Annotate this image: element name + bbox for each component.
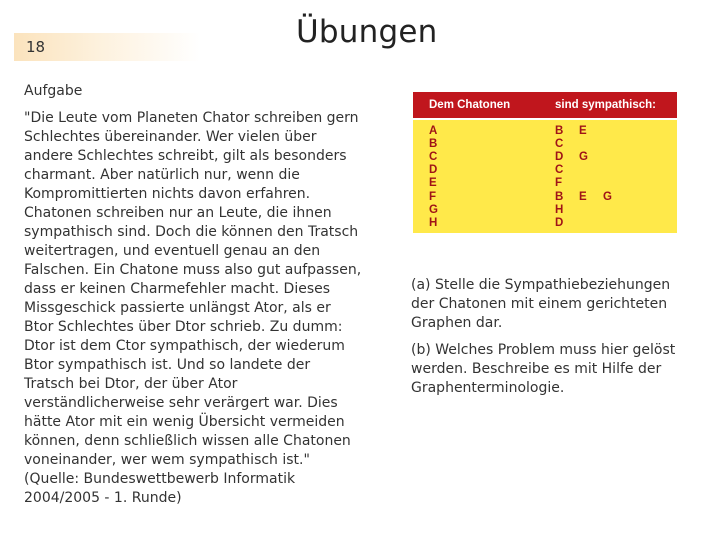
page-title: Übungen — [296, 14, 438, 50]
table-row — [413, 190, 677, 203]
sympathetic-entry: D — [555, 150, 564, 163]
table-row — [413, 124, 677, 137]
sympathetic-entry: C — [555, 164, 564, 177]
chatone-cell: G — [429, 203, 438, 216]
question-a: (a) Stelle die Sympathiebeziehungen der Chatonen mit einem gerichteten Graphen dar. — [411, 277, 671, 331]
sympathetic-cell — [555, 125, 677, 137]
sympathetic-entry: C — [555, 137, 564, 150]
table-body — [413, 120, 677, 233]
header-right: sind sympathisch: — [555, 99, 656, 111]
task-body: "Die Leute vom Planeten Chator schreiben gern Schlechtes übereinander. Wer vielen über andere Schlechtes schreibt, gilt als besonders charmant. Aber natürlich nur, wenn die Kompromittierten nichts davon erfahren. Chatonen schreiben nur an Leute, die ihnen sympathisch sind. Doch die können den Tratsch weitertragen, und eventuell genau an den Falschen. Ein Chatone muss also gut aufpassen, dass er keinen Charmefehler macht. Dieses Missgeschick passierte unlängst Ator, als er Btor Schlechtes über Dtor schrieb. Zu dumm: Dtor ist dem Ctor sympathisch, der wiederum Btor sympathisch ist. Und so landete der Tratsch bei Dtor, der über Ator verständlicherweise sehr verärgert war. Dies hätte Ator mit ein wenig Übersicht vermeiden können, denn schließlich wissen alle Chatonen voneinander, wer wem sympathisch ist." (Quelle: Bundeswettbewerb Informatik 2004/2005 - 1. Runde) — [24, 110, 362, 506]
sympathetic-entry: B — [555, 124, 564, 137]
chatone-cell: H — [429, 216, 438, 229]
sympathetic-entry: E — [579, 124, 587, 137]
chatone-cell: C — [429, 150, 438, 163]
sympathetic-entry: F — [555, 177, 563, 190]
sympathetic-entry: G — [603, 190, 612, 203]
table-row — [413, 150, 677, 163]
sympathetic-entry: H — [555, 203, 564, 216]
sympathetic-entry: G — [579, 150, 588, 163]
chatone-cell: A — [429, 124, 438, 137]
sympathetic-cell — [555, 204, 677, 216]
page-number: 18 — [26, 38, 46, 56]
sympathetic-entry: D — [555, 216, 564, 229]
table-row — [413, 137, 677, 150]
chatone-cell: D — [429, 164, 438, 177]
sympathetic-cell — [555, 217, 677, 229]
sympathetic-cell — [555, 191, 677, 203]
table-row — [413, 164, 677, 177]
task-label: Aufgabe — [24, 83, 83, 99]
sympathetic-cell — [555, 138, 677, 150]
chatone-cell: E — [429, 177, 437, 190]
chatone-cell: F — [429, 190, 437, 203]
table-row — [413, 203, 677, 216]
sympathetic-entry: E — [579, 190, 587, 203]
table-row — [413, 177, 677, 190]
sympathetic-cell — [555, 177, 677, 189]
table-header — [413, 92, 677, 118]
sympathy-table — [413, 92, 677, 233]
header-left: Dem Chatonen — [429, 99, 511, 111]
sympathetic-entry: B — [555, 190, 564, 203]
table-row — [413, 216, 677, 229]
sympathetic-cell — [555, 151, 677, 163]
chatone-cell: B — [429, 137, 438, 150]
question-b: (b) Welches Problem muss hier gelöst werden. Beschreibe es mit Hilfe der Graphenterminologie. — [411, 342, 676, 396]
sympathetic-cell — [555, 164, 677, 176]
